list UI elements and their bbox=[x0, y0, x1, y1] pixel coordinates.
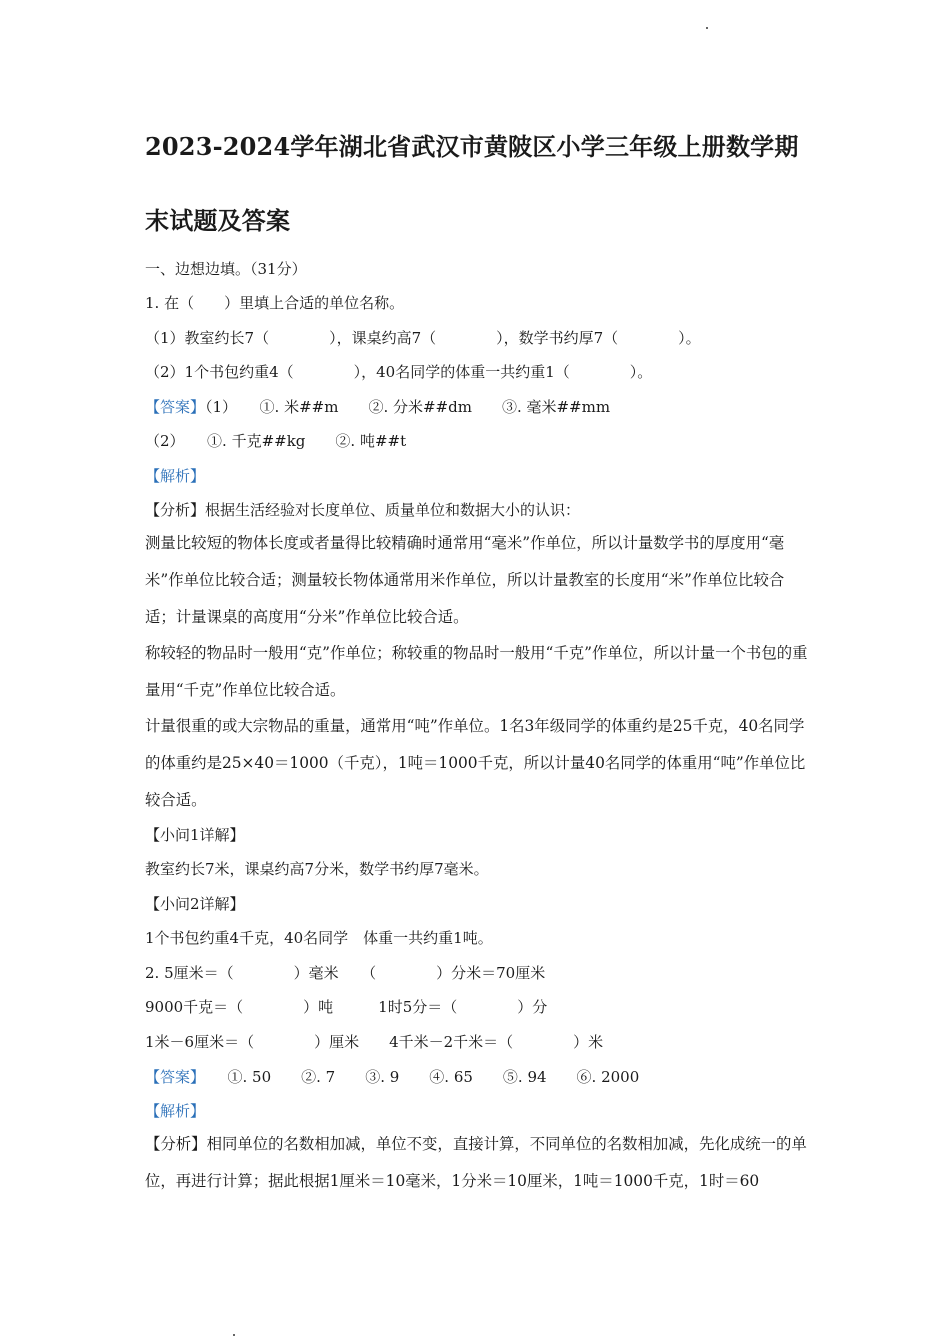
answer-text: ①. 50 ②. 7 ③. 9 ④. 65 ⑤. 94 ⑥. 2000 bbox=[197, 1068, 640, 1086]
answer-tag: 【答案】 bbox=[145, 1068, 198, 1086]
answer-text: （1） ①. 米##m ②. 分米##dm ③. 毫米##mm bbox=[205, 398, 611, 416]
sub-question-2-heading: 【小问2详解】 bbox=[145, 895, 245, 913]
analysis-paragraph: 【分析】相同单位的名数相加减，单位不变，直接计算，不同单位的名数相加减，先化成统一的单位，再进行计算；据此根据1厘米＝10毫米，1分米＝10厘米，1吨＝1000千克，1时＝60 bbox=[145, 1135, 807, 1190]
section-heading: 一、边想边填。（31分） bbox=[145, 260, 307, 278]
analysis-paragraph-1: 测量比较短的物体长度或者量得比较精确时通常用“毫米”作单位，所以计量数学书的厚度用“毫米”作单位比较合适；测量较长物体通常用米作单位，所以计量教室的长度用“米”作单位比较合适；计量课桌的高度用“分米”作单位比较合适。 bbox=[145, 534, 785, 626]
question-2-row2: 9000千克＝（ ）吨 1时5分＝（ ）分 bbox=[145, 998, 548, 1016]
sub-question-2-body: 1个书包约重4千克，40名同学 体重一共约重1吨。 bbox=[145, 929, 493, 947]
question-1-stem: 1. 在（ ）里填上合适的单位名称。 bbox=[145, 294, 405, 312]
sub-question-1-heading: 【小问1详解】 bbox=[145, 826, 245, 844]
answer-row-2: （2） ①. 千克##kg ②. 吨##t bbox=[145, 432, 407, 450]
question-1-part2: （2）1个书包约重4（ ），40名同学的体重一共约重1（ ）。 bbox=[145, 363, 653, 381]
doc-title-line1: 2023-2024学年湖北省武汉市黄陂区小学三年级上册数学期 bbox=[145, 132, 799, 161]
analysis-head: 【分析】根据生活经验对长度单位、质量单位和数据大小的认识： bbox=[145, 501, 581, 519]
analysis-paragraph-3: 计量很重的或大宗物品的重量，通常用“吨”作单位。1名3年级同学的体重约是25千克，40名同学的体重约是25×40＝1000（千克），1吨＝1000千克，所以计量40名同学的体重用“吨”作单位比较合适。 bbox=[145, 717, 806, 809]
answer-row bbox=[145, 1066, 639, 1087]
analysis-paragraph-2: 称较轻的物品时一般用“克”作单位；称较重的物品时一般用“千克”作单位，所以计量一个书包的重量用“千克”作单位比较合适。 bbox=[145, 644, 808, 699]
question-2-row1: 2. 5厘米＝（ ）毫米 （ ）分米＝70厘米 bbox=[145, 964, 546, 982]
page-mark bbox=[706, 27, 708, 29]
question-2-row3: 1米－6厘米＝（ ）厘米 4千米－2千米＝（ ）米 bbox=[145, 1033, 604, 1051]
analysis-tag: 【解析】 bbox=[145, 467, 206, 485]
question-1-part1: （1）教室约长7（ ），课桌约高7（ ），数学书约厚7（ ）。 bbox=[145, 329, 701, 347]
answer-row bbox=[145, 396, 610, 417]
sub-question-1-body: 教室约长7米，课桌约高7分米，数学书约厚7毫米。 bbox=[145, 860, 489, 878]
answer-tag: 【答案】 bbox=[145, 398, 206, 416]
doc-title-line2: 末试题及答案 bbox=[145, 206, 291, 235]
page-mark bbox=[233, 1334, 235, 1336]
analysis-tag: 【解析】 bbox=[145, 1102, 206, 1120]
